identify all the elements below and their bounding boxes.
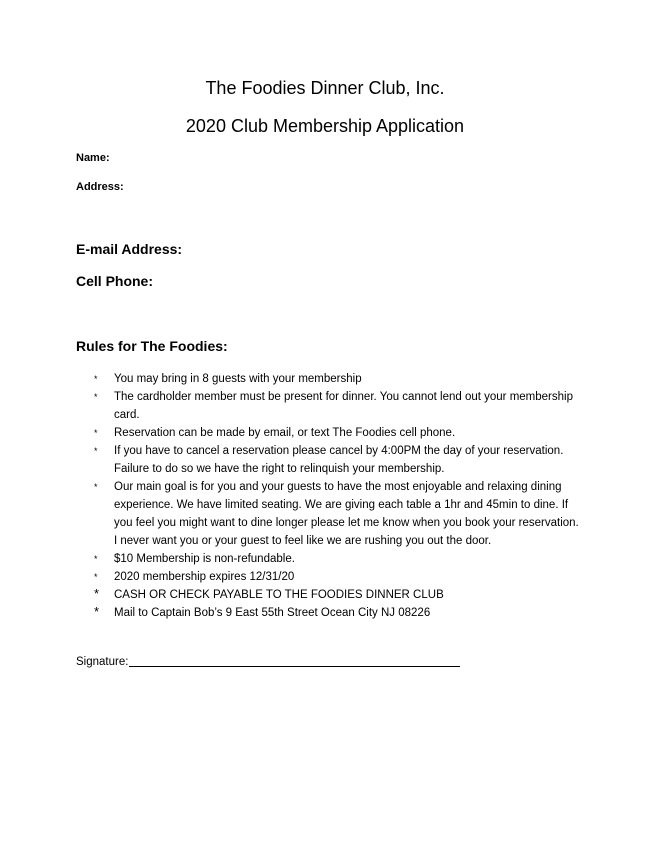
email-address-label: E-mail Address: [76, 241, 183, 257]
club-title: The Foodies Dinner Club, Inc. [205, 78, 445, 98]
signature-label: Signature: [76, 656, 129, 668]
rule-item [94, 370, 584, 388]
bullet-icon: * [94, 554, 98, 564]
rule-item [94, 442, 584, 478]
bullet-icon: * [94, 572, 98, 582]
rule-text: The cardholder member must be present for dinner. You cannot lend out your membership card. [114, 391, 573, 421]
rule-text: Reservation can be made by email, or text The Foodies cell phone. [114, 427, 456, 439]
rules-heading: Rules for The Foodies: [76, 338, 228, 354]
rules-list [94, 370, 584, 622]
application-title: 2020 Club Membership Application [185, 116, 465, 136]
cell-phone-label: Cell Phone: [76, 273, 154, 289]
signature-row [76, 656, 460, 668]
rule-item [94, 604, 584, 622]
signature-line [129, 666, 460, 667]
bullet-icon: * [94, 446, 98, 456]
rule-item [94, 478, 584, 550]
rule-text: $10 Membership is non-refundable. [114, 553, 295, 565]
bullet-icon: * [94, 428, 98, 438]
address-label: Address: [76, 181, 124, 193]
name-label: Name: [76, 152, 110, 164]
rule-text: Our main goal is for you and your guests to have the most enjoyable and relaxing dining experience. We have limited seating. We are giving each table a 1hr and 45min to dine. If you feel you might want to dine longer please let me know when you book your reservation. I never want you or your guest to feel like we are rushing you out the door. [114, 481, 579, 547]
rule-text: CASH OR CHECK PAYABLE TO THE FOODIES DINNER CLUB [114, 589, 444, 601]
rule-item [94, 550, 584, 568]
rule-item [94, 568, 584, 586]
rule-text: 2020 membership expires 12/31/20 [114, 571, 295, 583]
bullet-icon: * [94, 392, 98, 402]
rule-item [94, 388, 584, 424]
rule-text: If you have to cancel a reservation please cancel by 4:00PM the day of your reservation. Failure to do so we have the right to relinquish your membership. [114, 445, 564, 475]
rule-text: You may bring in 8 guests with your membership [114, 373, 362, 385]
bullet-icon: * [94, 586, 100, 601]
bullet-icon: * [94, 482, 98, 492]
rule-item [94, 424, 584, 442]
bullet-icon: * [94, 374, 98, 384]
rule-item [94, 586, 584, 604]
rule-text: Mail to Captain Bob’s 9 East 55th Street Ocean City NJ 08226 [114, 607, 431, 619]
bullet-icon: * [94, 604, 100, 619]
